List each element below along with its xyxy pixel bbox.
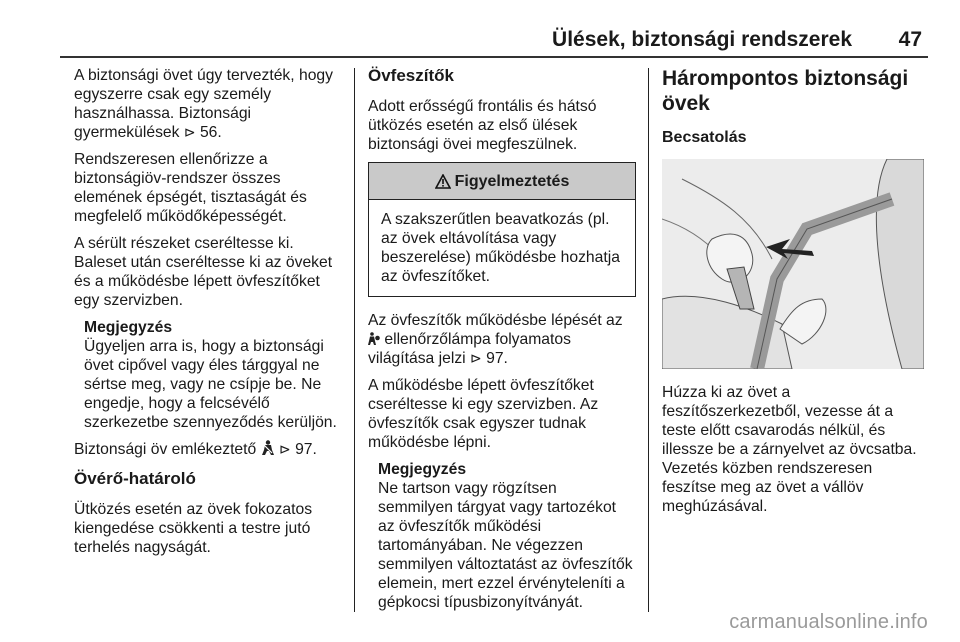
arrow-reference-icon: ⊳	[278, 441, 291, 457]
paragraph-check: Rendszeresen ellenőrizze a biztonságiöv-rendszer összes elemének épségét, tisztaságát és megfelelő működőképességét.	[74, 151, 307, 225]
note-box	[84, 318, 348, 432]
column-middle	[368, 66, 636, 620]
paragraph-pretensioner-intro: Adott erősségű frontális és hátsó ütközés esetén az első ülések biztonsági övei megfeszülnek.	[368, 98, 597, 153]
warning-text: A szakszerűtlen beavatkozás (pl. az övek eltávolítása vagy beszerelése) működésbe hozhatja az övfeszítőket.	[381, 211, 620, 285]
section-title-three-point-belts: Hárompontos biztonsági övek	[662, 67, 909, 115]
paragraph-belt-limiter: Ütközés esetén az övek fokozatos kiengedése csökkenti a testre jutó terhelés nagyságát.	[74, 501, 313, 556]
indicator-text-b: ellenőrzőlámpa folyamatos világítása jelzi	[368, 331, 571, 367]
page-reference[interactable]: 97.	[486, 350, 508, 367]
intro-text: A biztonsági övet úgy tervezték, hogy egyszerre csak egy személy használhassa. Biztonsági gyermekülések	[74, 67, 333, 141]
page-reference[interactable]: 56.	[199, 124, 222, 141]
page-reference[interactable]: 97.	[295, 441, 317, 458]
section-title-belt-limiter: Övérő-határoló	[74, 469, 196, 488]
page-number: 47	[898, 28, 922, 51]
paragraph-replace-pretensioners: A működésbe lépett övfeszítőket cseréltesse ki egy szervizben. Az övfeszítők csak egyszer tudnak működésbe lépni.	[368, 377, 599, 451]
warning-header	[369, 163, 635, 200]
note-text: Ügyeljen arra is, hogy a biztonsági övet cipővel vagy éles tárggyal ne sértse meg, vagy ne csípje be. Ne engedje, hogy a felcsévélő szerkezetbe szennyeződés kerüljön.	[84, 338, 337, 431]
warning-title: Figyelmeztetés	[454, 172, 570, 190]
airbag-warning-icon	[368, 332, 380, 346]
note-title: Megjegyzés	[378, 461, 467, 478]
paragraph-intro	[74, 66, 348, 142]
paragraph-fastening: Húzza ki az övet a feszítőszerkezetből, vezesse át a teste előtt csavarodás nélkül, és illessze be a zárnyelvet az övcsatba. Vezetés közben rendszeresen feszítse meg az övet a vállöv meghúzásával.	[662, 384, 917, 515]
paragraph-reminder	[74, 440, 348, 459]
page-title: Ülések, biztonsági rendszerek	[552, 28, 852, 51]
section-title-pretensioners: Övfeszítők	[368, 66, 454, 85]
arrow-reference-icon: ⊳	[183, 124, 196, 140]
seatbelt-reminder-icon	[261, 440, 275, 456]
column-left	[74, 66, 348, 565]
paragraph-replace: A sérült részeket cseréltesse ki. Baleset után cseréltesse ki az öveket és a működésbe lépett övfeszítőket egy szervizben.	[74, 235, 333, 309]
note-title: Megjegyzés	[84, 319, 173, 336]
reminder-text: Biztonsági öv emlékeztető	[74, 441, 257, 458]
page-header	[60, 20, 928, 58]
paragraph-indicator	[368, 311, 636, 368]
watermark: carmanualsonline.info	[729, 611, 928, 633]
warning-triangle-icon	[435, 174, 451, 189]
column-right	[662, 66, 930, 524]
column-divider-1	[354, 68, 355, 612]
column-divider-2	[648, 68, 649, 612]
note-text: Ne tartson vagy rögzítsen semmilyen tárgyat vagy tartozékot az övfeszítők működési tartományában. Ne végezzen semmilyen változtatást az övfeszítők elemein, mert ezzel érvényteleníti a gépkocsi típusbizonyítványát.	[378, 480, 633, 611]
subsection-title-fastening: Becsatolás	[662, 129, 747, 146]
note-box	[378, 460, 636, 612]
warning-box	[368, 162, 636, 297]
seatbelt-fastening-illustration	[662, 159, 924, 369]
indicator-text-a: Az övfeszítők működésbe lépését az	[368, 312, 623, 329]
arrow-reference-icon: ⊳	[470, 350, 482, 366]
